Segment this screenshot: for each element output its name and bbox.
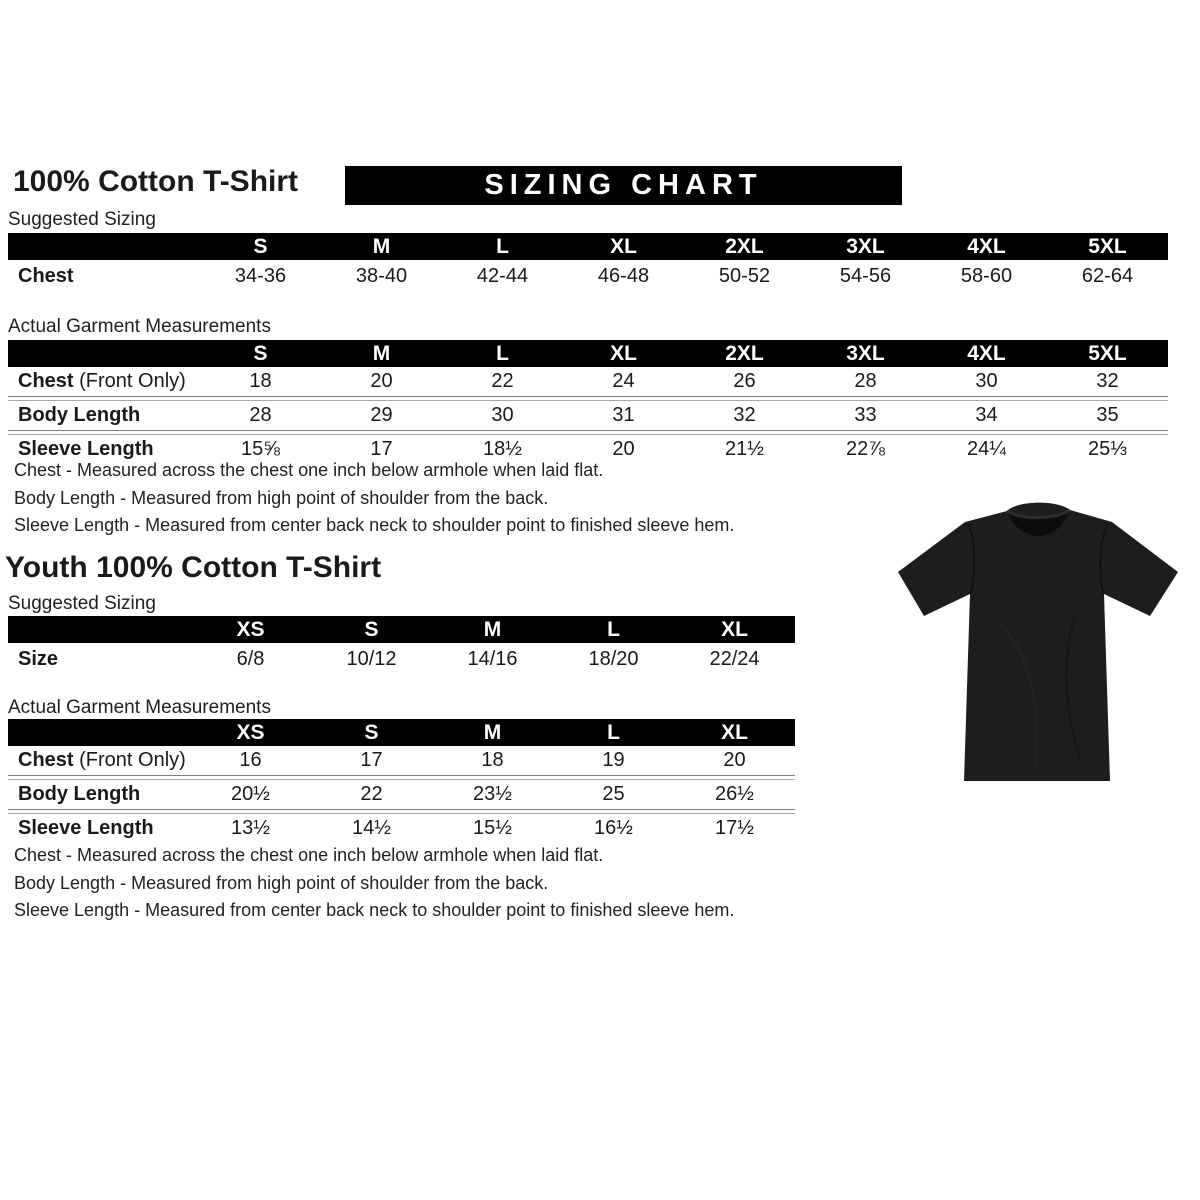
measurement-value: 30 bbox=[491, 404, 514, 426]
measurement-value: 32 bbox=[733, 404, 756, 426]
table-row bbox=[8, 814, 795, 843]
adult-suggested-header-row bbox=[8, 233, 1168, 260]
column-header: L bbox=[496, 341, 509, 365]
measurement-value: 29 bbox=[370, 404, 393, 426]
measurement-value: 17 bbox=[370, 438, 393, 460]
column-header: XS bbox=[236, 617, 265, 641]
size-value: 6/8 bbox=[236, 647, 265, 670]
measurement-value: 20½ bbox=[231, 783, 270, 805]
size-value: 42-44 bbox=[476, 264, 529, 287]
column-header: M bbox=[483, 617, 502, 641]
row-label: Chest bbox=[18, 264, 74, 287]
youth-actual-table bbox=[8, 719, 795, 843]
adult-actual-header-row bbox=[8, 340, 1168, 367]
column-header: S bbox=[253, 234, 268, 258]
adult-title: 100% Cotton T-Shirt bbox=[13, 165, 299, 198]
column-header: M bbox=[372, 234, 391, 258]
column-header: L bbox=[607, 720, 620, 744]
column-header: 3XL bbox=[846, 234, 885, 258]
measurement-value: 17 bbox=[360, 749, 383, 771]
row-label: Sleeve Length bbox=[18, 817, 154, 839]
measurement-value: 20 bbox=[370, 370, 393, 392]
measurement-value: 13½ bbox=[231, 817, 270, 839]
row-label: Sleeve Length bbox=[18, 438, 154, 460]
measurement-value: 35 bbox=[1096, 404, 1119, 426]
size-value: 50-52 bbox=[718, 264, 771, 287]
column-header: 2XL bbox=[725, 341, 764, 365]
measurement-value: 33 bbox=[854, 404, 877, 426]
measurement-value: 19 bbox=[602, 749, 625, 771]
measurement-value: 31 bbox=[612, 404, 635, 426]
adult-suggested-table bbox=[8, 233, 1168, 292]
youth-suggested-table bbox=[8, 616, 795, 675]
table-row bbox=[8, 367, 1168, 396]
measurement-value: 14½ bbox=[352, 817, 391, 839]
measurement-value: 20 bbox=[723, 749, 746, 771]
table-row bbox=[8, 260, 1168, 292]
column-header: XL bbox=[721, 720, 748, 744]
measurement-value: 22 bbox=[491, 370, 514, 392]
row-label: Body Length bbox=[18, 783, 141, 805]
column-header: S bbox=[364, 720, 379, 744]
column-header: M bbox=[372, 341, 391, 365]
measurement-value: 25 bbox=[602, 783, 625, 805]
table-row bbox=[8, 746, 795, 775]
size-value: 46-48 bbox=[597, 264, 650, 287]
column-header: 3XL bbox=[846, 341, 885, 365]
note-line: Chest - Measured across the chest one inch below armhole when laid flat. bbox=[14, 460, 604, 480]
youth-suggested-heading: Suggested Sizing bbox=[8, 593, 156, 614]
note-line: Sleeve Length - Measured from center back neck to shoulder point to finished sleeve hem. bbox=[14, 515, 735, 535]
column-header: M bbox=[483, 720, 502, 744]
column-header: 5XL bbox=[1088, 234, 1127, 258]
measurement-value: 30 bbox=[975, 370, 998, 392]
sizing-chart-banner-label: SIZING CHART bbox=[484, 169, 763, 201]
size-value: 34-36 bbox=[234, 264, 287, 287]
column-header: XL bbox=[610, 341, 637, 365]
measurement-value: 21½ bbox=[725, 438, 764, 460]
adult-suggested-heading: Suggested Sizing bbox=[8, 209, 156, 230]
measurement-value: 24 bbox=[612, 370, 635, 392]
size-value: 18/20 bbox=[588, 647, 639, 670]
measurement-value: 22 bbox=[360, 783, 383, 805]
column-header: L bbox=[496, 234, 509, 258]
measurement-value: 25⅓ bbox=[1088, 438, 1127, 460]
measurement-value: 17½ bbox=[715, 817, 754, 839]
youth-measurement-notes bbox=[14, 842, 734, 925]
adult-actual-heading: Actual Garment Measurements bbox=[8, 316, 271, 337]
note-line: Body Length - Measured from high point of shoulder from the back. bbox=[14, 487, 549, 508]
measurement-value: 26 bbox=[733, 370, 756, 392]
measurement-value: 22⅞ bbox=[846, 438, 885, 460]
column-header: 2XL bbox=[725, 234, 764, 258]
column-header: XL bbox=[610, 234, 637, 258]
measurement-value: 18 bbox=[481, 749, 504, 771]
table-row bbox=[8, 643, 795, 675]
measurement-value: 28 bbox=[854, 370, 877, 392]
sizing-chart-banner bbox=[345, 166, 902, 205]
table-row bbox=[8, 780, 795, 809]
adult-actual-table bbox=[8, 340, 1168, 464]
row-label: Chest (Front Only) bbox=[18, 749, 186, 771]
youth-actual-heading: Actual Garment Measurements bbox=[8, 697, 271, 718]
measurement-value: 28 bbox=[249, 404, 272, 426]
adult-measurement-notes bbox=[14, 457, 734, 540]
youth-suggested-header-row bbox=[8, 616, 795, 643]
measurement-value: 32 bbox=[1096, 370, 1119, 392]
measurement-value: 20 bbox=[612, 438, 635, 460]
column-header: 4XL bbox=[967, 341, 1006, 365]
size-value: 22/24 bbox=[709, 647, 760, 670]
size-value: 14/16 bbox=[467, 647, 518, 670]
measurement-value: 16½ bbox=[594, 817, 633, 839]
measurement-value: 24¼ bbox=[967, 438, 1006, 460]
column-header: 4XL bbox=[967, 234, 1006, 258]
row-label: Size bbox=[18, 647, 59, 670]
row-label-note: (Front Only) bbox=[79, 370, 186, 392]
measurement-value: 15½ bbox=[473, 817, 512, 839]
size-value: 62-64 bbox=[1081, 264, 1134, 287]
black-tshirt-image bbox=[890, 474, 1188, 806]
tshirt-graphic bbox=[898, 503, 1178, 781]
column-header: 5XL bbox=[1088, 341, 1127, 365]
row-label: Body Length bbox=[18, 404, 141, 426]
youth-actual-header-row bbox=[8, 719, 795, 746]
note-line: Chest - Measured across the chest one inch below armhole when laid flat. bbox=[14, 845, 604, 865]
column-header: XL bbox=[721, 617, 748, 641]
measurement-value: 18½ bbox=[483, 438, 522, 460]
column-header: L bbox=[607, 617, 620, 641]
measurement-value: 15⅝ bbox=[241, 438, 280, 460]
measurement-value: 34 bbox=[975, 404, 998, 426]
youth-title: Youth 100% Cotton T-Shirt bbox=[5, 551, 382, 584]
measurement-value: 26½ bbox=[715, 783, 754, 805]
size-value: 38-40 bbox=[355, 264, 408, 287]
note-line: Body Length - Measured from high point of shoulder from the back. bbox=[14, 872, 549, 893]
size-value: 54-56 bbox=[839, 264, 892, 287]
measurement-value: 16 bbox=[239, 749, 262, 771]
measurement-value: 23½ bbox=[473, 783, 512, 805]
table-row bbox=[8, 401, 1168, 430]
column-header: XS bbox=[236, 720, 265, 744]
column-header: S bbox=[364, 617, 379, 641]
size-value: 58-60 bbox=[960, 264, 1013, 287]
row-label: Chest (Front Only) bbox=[18, 370, 186, 392]
measurement-value: 18 bbox=[249, 370, 272, 392]
note-line: Sleeve Length - Measured from center back neck to shoulder point to finished sleeve hem. bbox=[14, 900, 735, 920]
column-header: S bbox=[253, 341, 268, 365]
row-label-note: (Front Only) bbox=[79, 749, 186, 771]
size-value: 10/12 bbox=[346, 647, 397, 670]
